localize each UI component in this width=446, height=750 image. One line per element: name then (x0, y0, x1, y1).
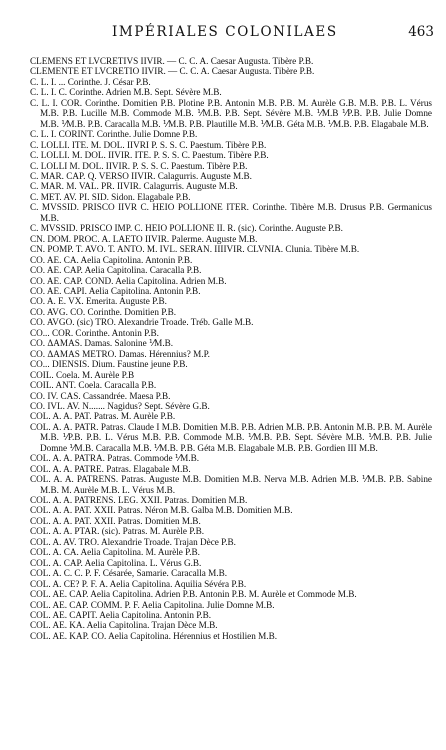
index-entry: C. MVSSID. PRISCO IMP. C. HEIO POLLIONE II. R. (sic). Corinthe. Auguste P.B. (30, 223, 343, 234)
index-entry: COL. A. A. PAT. Patras. M. Aurèle P.B. (30, 411, 176, 422)
index-entry: COL. AE. CAP. Aelia Capitolina. Adrien P.B. Antonin P.B. M. Aurèle et Commode M.B. (30, 589, 357, 600)
index-entry: CO. ΔAMAS. Damas. Salonine ⅟M.B. (30, 338, 174, 349)
index-entry: COL. A. A. PAT. XXII. Patras. Néron M.B. Galba M.B. Domitien M.B. (30, 505, 293, 516)
index-entry: COL. AE. CAPIT. Aelia Capitolina. Antonin P.B. (30, 610, 212, 621)
index-entry: CO. A. E. VX. Emerita. Auguste P.B. (30, 296, 167, 307)
index-entry: COL. A. A. PATRENS. LEG. XXII. Patras. Domitien M.B. (30, 495, 248, 506)
legend-index-list (30, 56, 432, 641)
index-entry: COL. A. CE? P. F. A. Aelia Capitolina. Aquilia Sévéra P.B. (30, 578, 247, 589)
index-entry: C. MET. AV. PI. SID. Sidon. Elagabale P.B. (30, 191, 191, 202)
index-entry: COL. A. A. PATRENS. Patras. Auguste M.B. Domitien M.B. Nerva M.B. Adrien M.B. ⅟M.B. P.B. Sabine M.B. M. Aurèle M.B. L. Vérus M.B. (30, 474, 432, 495)
page-header (30, 20, 434, 42)
index-entry: COL. A. AV. TRO. Alexandrie Troade. Trajan Dèce P.B. (30, 536, 236, 547)
index-entry: COIL. ANT. Coela. Caracalla P.B. (30, 380, 157, 391)
index-entry: C. LOLLI M. DOL. IIVIR. P. S. S. C. Paestum. Tibère P.B. (30, 160, 248, 171)
index-entry: COL. A. A. PAT. XXII. Patras. Domitien M.B. (30, 515, 201, 526)
index-entry: C. LOLLI. ITE. M. DOL. IIVRI P. S. S. C. Paestum. Tibère P.B. (30, 139, 267, 150)
page-number: 463 (408, 24, 434, 40)
index-entry: C. MVSSID. PRISCO IIVR C. HEIO POLLIONE ITER. Corinthe. Tibère M.B. Drusus P.B. Germanicus M.B. (30, 202, 432, 223)
running-title: IMPÉRIALES COLONILAES (112, 24, 338, 40)
index-entry: CO. IV. CAS. Cassandrée. Maesa P.B. (30, 390, 171, 401)
index-entry: COIL. Coela. M. Aurèle P.B (30, 369, 135, 380)
index-entry: CO. AE. CA. Aelia Capitolina. Antonin P.B. (30, 254, 193, 265)
index-entry: COL. A. CA. Aelia Capitolina. M. Aurèle P.B. (30, 547, 200, 558)
index-entry: CO. AVG. CO. Corinthe. Domitien P.B. (30, 306, 177, 317)
index-entry: COL. A. C. C. P. F. Césarée, Samarie. Caracalla M.B. (30, 568, 228, 579)
index-entry: CLEMENS ET LVCRETIVS IIVIR. — C. C. A. Caesar Augusta. Tibère P.B. (30, 56, 314, 66)
index-entry: CO... DIENSIS. Dium. Faustine jeune P.B. (30, 359, 188, 370)
index-entry: C. L. I. COR. Corinthe. Domitien P.B. Plotine P.B. Antonin M.B. P.B. M. Aurèle G.B. M.B. P.B. L. Vérus M.B. P.B. Lucille M.B. Commode M.B. ⅟M.B. P.B. Sept. Sévère M.B. ⅟M.B ⅟P.B. P.B. Julie Domne M.B. ⅟M.B. P.B. Caracalla M.B. ⅟M.B. P.B. Plautille M.B. ⅟M.B. Géta M.B. ⅟M.B. P.B. Elagabale M.B. (30, 97, 432, 129)
index-entry: CN. POMP. T. AVO. T. ANTO. M. IVL. SERAN. IIIIVIR. CLVNIA. Clunia. Tibère M.B. (30, 244, 360, 255)
index-entry: COL. A. A. PATRE. Patras. Elagabale M.B. (30, 463, 191, 474)
index-entry: C. MAR. M. VAL. PR. IIVIR. Calagurris. Auguste M.B. (30, 181, 238, 192)
index-entry: CO. AVGO. (sic) TRO. Alexandrie Troade. Tréb. Galle M.B. (30, 317, 254, 328)
index-entry: COL. AE. KA. Aelia Capitolina. Trajan Dèce M.B. (30, 620, 218, 631)
index-entry: CO... COR. Corinthe. Antonin P.B. (30, 327, 159, 338)
index-entry: COL. A. A. PTAR. (sic). Patras. M. Aurèle P.B. (30, 526, 205, 537)
index-entry: CO. ΔAMAS METRO. Damas. Hérennius? M.P. (30, 348, 210, 359)
index-entry: C. L. I. ... Corinthe. J. César P.B. (30, 76, 151, 87)
index-entry: CN. DOM. PROC. A. LAETO IIVIR. Palerme. Auguste M.B. (30, 233, 258, 244)
index-entry: CO. IVL. AV. N....... Nagidus? Sept. Sévère G.B. (30, 400, 210, 411)
index-entry: COL. A. A. PATRA. Patras. Commode ⅟M.B. (30, 453, 199, 464)
index-entry: COL. A. A. PATR. Patras. Claude I M.B. Domitien M.B. P.B. Adrien M.B. P.B. Antonin M.B. P.B. M. Aurèle M.B. ⅟P.B. P.B. L. Vérus M.B. P.B. Commode M.B. ⅟M.B. P.B. Sept. Sévère M.B. ⅟M.B. P.B. Julie Domne ⅟M.B. Caracalla M.B. ⅟M.B. P.B. Géta M.B. Elagabale M.B. P.B. Gordien III M.B. (30, 421, 432, 453)
index-entry: CLEMENTE ET LVCRETIO IIVIR. — C. C. A. Caesar Augusta. Tibère P.B. (30, 66, 315, 77)
index-entry: CO. AE. CAP. Aelia Capitolina. Caracalla P.B. (30, 265, 202, 276)
index-entry: COL. A. CAP. Aelia Capitolina. L. Vérus G.B. (30, 557, 202, 568)
index-entry: COL. AE. CAP. COMM. P. F. Aelia Capitolina. Julie Domne M.B. (30, 599, 275, 610)
index-entry: C. L. I. CORINT. Corinthe. Julie Domne P.B. (30, 129, 198, 140)
index-entry: COL. AE. KAP. CO. Aelia Capitolina. Hérennius et Hostilien M.B. (30, 630, 278, 641)
index-entry: CO. AE. CAPI. Aelia Capitolina. Antonin P.B. (30, 285, 201, 296)
index-entry: C. LOLLI. M. DOL. IIVIR. ITE. P. S. S. C. Paestum. Tibère P.B. (30, 150, 269, 161)
index-entry: C. MAR. CAP. Q. VERSO IIVIR. Calagurris. Auguste M.B. (30, 170, 252, 181)
index-entry: CO. AE. CAP. COND. Aelia Capitolina. Adrien M.B. (30, 275, 227, 286)
index-entry: C. L. I. C. Corinthe. Adrien M.B. Sept. Sévère M.B. (30, 87, 222, 98)
